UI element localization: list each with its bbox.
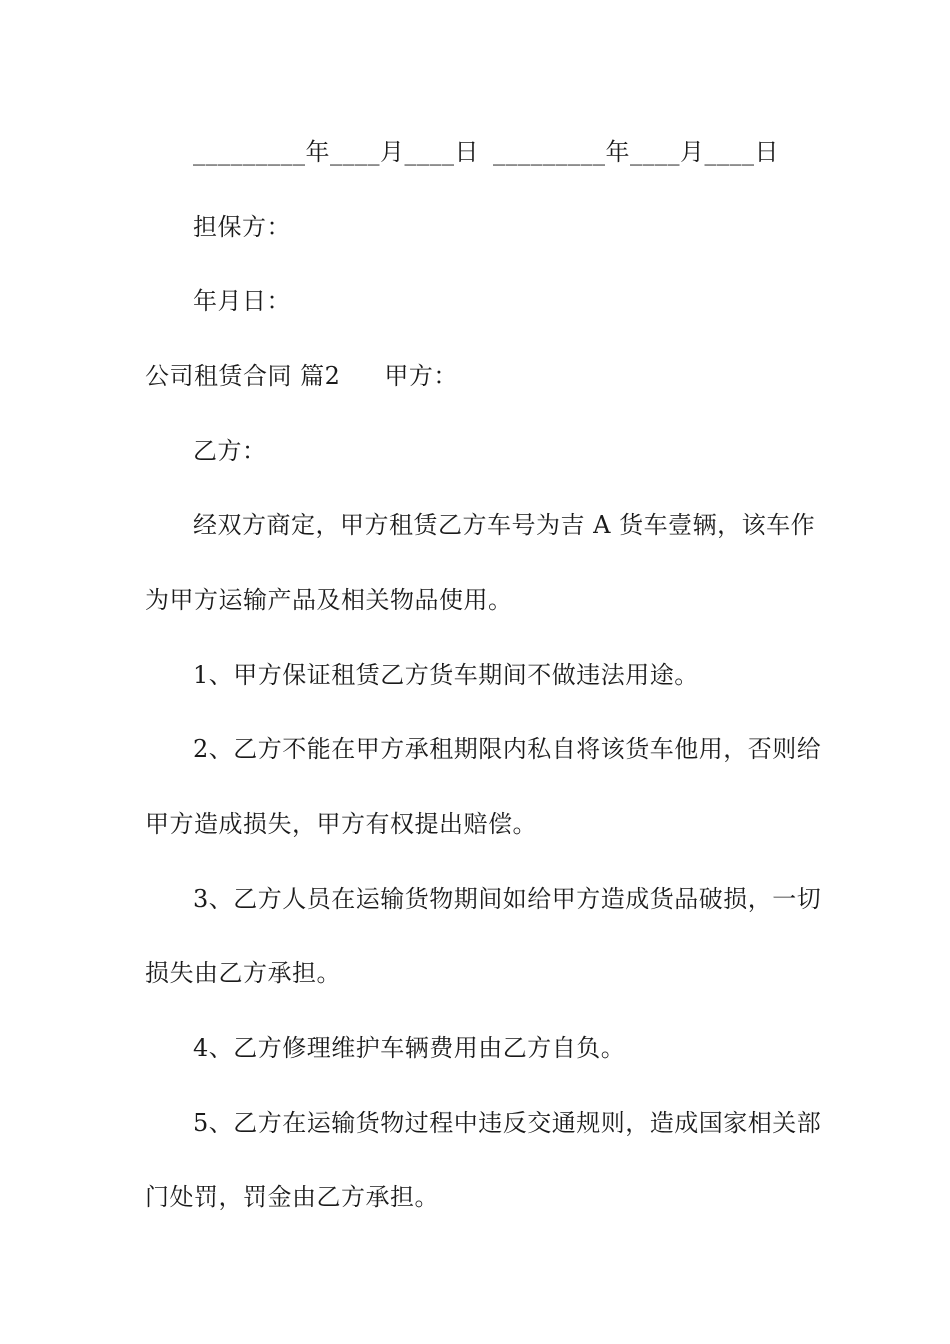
intro-line-2: 为甲方运输产品及相关物品使用。 xyxy=(145,586,513,614)
clause-5-line-1: 5、乙方在运输货物过程中违反交通规则，造成国家相关部 xyxy=(193,1109,822,1137)
date-label: 年月日： xyxy=(193,287,291,315)
clause-2-line-2: 甲方造成损失，甲方有权提出赔偿。 xyxy=(145,810,537,838)
section-heading xyxy=(145,361,458,391)
guarantor-label: 担保方： xyxy=(193,213,291,241)
clause-3-line-1: 3、乙方人员在运输货物期间如给甲方造成货品破损，一切 xyxy=(193,885,822,913)
section-title: 公司租赁合同 xyxy=(145,362,292,390)
party-b-label: 乙方： xyxy=(193,437,267,465)
clause-4: 4、乙方修理维护车辆费用由乙方自负。 xyxy=(193,1034,626,1062)
signature-date-left: _________年____月____日 xyxy=(193,138,479,166)
intro-line-1: 经双方商定，甲方租赁乙方车号为吉 A 货车壹辆，该车作 xyxy=(193,511,816,539)
clause-1: 1、甲方保证租赁乙方货车期间不做违法用途。 xyxy=(193,661,699,689)
signature-date-line xyxy=(193,137,779,167)
clause-2-line-1: 2、乙方不能在甲方承租期限内私自将该货车他用，否则给 xyxy=(193,735,822,763)
clause-5-line-2: 门处罚，罚金由乙方承担。 xyxy=(145,1183,439,1211)
clause-3-line-2: 损失由乙方承担。 xyxy=(145,959,341,987)
signature-date-right: _________年____月____日 xyxy=(493,138,779,166)
party-a-label: 甲方： xyxy=(384,362,458,390)
section-part: 篇2 xyxy=(300,362,341,390)
